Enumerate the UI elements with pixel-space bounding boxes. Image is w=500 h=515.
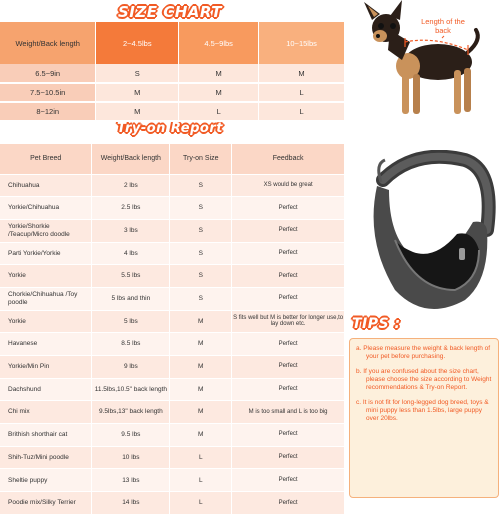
size-chart-cell: M: [179, 64, 259, 83]
size-chart-cell: L: [259, 83, 345, 102]
tips-box: [349, 338, 499, 498]
tryon-cell: Parti Yorkie/Yorkie: [0, 242, 92, 265]
tryon-header-cell: Pet Breed: [0, 144, 92, 174]
tryon-cell: L: [170, 469, 232, 492]
tryon-report-table: [0, 144, 345, 515]
tryon-cell: S: [170, 219, 232, 242]
tryon-cell: Brithish shorthair cat: [0, 424, 92, 447]
sling-bag-illustration: [355, 150, 500, 325]
tryon-row: [0, 401, 345, 424]
tips-title: TIPS :: [352, 316, 401, 332]
size-chart-cell: 6.5~9in: [0, 64, 96, 83]
tryon-header-row: [0, 144, 345, 174]
tryon-row: [0, 310, 345, 333]
tryon-row: [0, 174, 345, 197]
tryon-header-cell: Weight/Back length: [92, 144, 170, 174]
size-chart-cell: S: [96, 64, 179, 83]
size-chart-title: SIZE CHART: [117, 3, 222, 21]
tryon-cell: 3 lbs: [92, 219, 170, 242]
tryon-cell: 2.5 lbs: [92, 197, 170, 220]
tryon-cell: Perfect: [232, 356, 345, 379]
tryon-row: [0, 242, 345, 265]
tryon-cell: Yorkie/Chihuahua: [0, 197, 92, 220]
size-chart-table: [0, 22, 345, 122]
tryon-row: [0, 492, 345, 515]
tryon-cell: Perfect: [232, 333, 345, 356]
tryon-cell: 14 lbs: [92, 492, 170, 515]
tryon-cell: 5 lbs and thin: [92, 287, 170, 310]
tryon-row: [0, 219, 345, 242]
tryon-cell: Perfect: [232, 219, 345, 242]
tip-item: b. If you are confused about the size chart, please choose the size according to Weight recommendations & Try-on Report.: [356, 367, 492, 392]
tryon-cell: M: [170, 333, 232, 356]
tryon-header-cell: Feedback: [232, 144, 345, 174]
tryon-cell: S: [170, 242, 232, 265]
tryon-row: [0, 446, 345, 469]
tryon-cell: Perfect: [232, 242, 345, 265]
tryon-cell: M: [170, 401, 232, 424]
tryon-cell: S: [170, 287, 232, 310]
back-length-label: Length of the back: [421, 17, 465, 36]
tryon-cell: 13 lbs: [92, 469, 170, 492]
tryon-cell: Dachshund: [0, 378, 92, 401]
size-chart-cell: 7.5~10.5in: [0, 83, 96, 102]
tip-item: a. Please measure the weight & back length of your pet before purchasing.: [356, 345, 491, 361]
size-chart-cell: M: [96, 83, 179, 102]
size-chart-header-cell: 2~4.5lbs: [96, 22, 179, 64]
size-chart-row: [0, 64, 345, 83]
tryon-cell: Shih-Tuz/Mini poodle: [0, 446, 92, 469]
tryon-cell: 9.5 lbs: [92, 424, 170, 447]
tryon-cell: 2 lbs: [92, 174, 170, 197]
tryon-cell: Perfect: [232, 197, 345, 220]
size-chart-header-row: [0, 22, 345, 64]
tryon-cell: Perfect: [232, 424, 345, 447]
tryon-cell: 11.5lbs,10.5" back length: [92, 378, 170, 401]
tryon-report-title: Try-on Report: [117, 121, 223, 136]
size-chart-cell: M: [96, 102, 179, 121]
size-chart-cell: 8~12in: [0, 102, 96, 121]
tryon-cell: M: [170, 310, 232, 333]
tryon-cell: Poodie mix/Silky Terrier: [0, 492, 92, 515]
size-chart-cell: M: [179, 83, 259, 102]
tryon-row: [0, 265, 345, 288]
tryon-cell: 9.5lbs,13" back length: [92, 401, 170, 424]
tryon-cell: Sheltie puppy: [0, 469, 92, 492]
tryon-cell: Chi mix: [0, 401, 92, 424]
tryon-row: [0, 287, 345, 310]
tryon-cell: 10 lbs: [92, 446, 170, 469]
tryon-cell: 5.5 lbs: [92, 265, 170, 288]
tryon-cell: Perfect: [232, 378, 345, 401]
sling-bag-photo: [355, 150, 500, 325]
tryon-cell: S: [170, 265, 232, 288]
tryon-cell: S: [170, 197, 232, 220]
tryon-cell: Chorkie/Chihuahua /Toy poodle: [0, 287, 92, 310]
tryon-cell: Chihuahua: [0, 174, 92, 197]
tryon-header-cell: Try-on Size: [170, 144, 232, 174]
size-chart-header-cell: 4.5~9lbs: [179, 22, 259, 64]
tryon-cell: S: [170, 174, 232, 197]
tryon-cell: Yorkie/Shorkie /Teacup/Micro doodle: [0, 219, 92, 242]
tryon-cell: Perfect: [232, 492, 345, 515]
tryon-cell: M: [170, 356, 232, 379]
tryon-row: [0, 469, 345, 492]
size-chart-header-cell: 10~15lbs: [259, 22, 345, 64]
tryon-cell: Perfect: [232, 446, 345, 469]
tryon-row: [0, 333, 345, 356]
tryon-cell: Perfect: [232, 287, 345, 310]
size-chart-cell: M: [259, 64, 345, 83]
tryon-cell: M: [170, 424, 232, 447]
tryon-cell: Yorkie: [0, 310, 92, 333]
size-chart-header-cell: Weight/Back length: [0, 22, 96, 64]
tryon-cell: Perfect: [232, 469, 345, 492]
tryon-cell: M: [170, 378, 232, 401]
tryon-cell: 4 lbs: [92, 242, 170, 265]
tip-item: c. It is not fit for long-legged dog breed, toys & mini puppy less than 1.5lbs, large puppy over 20lbs.: [356, 398, 489, 423]
tryon-cell: L: [170, 446, 232, 469]
tryon-cell: M is too small and L is too big: [232, 401, 345, 424]
size-chart-cell: L: [259, 102, 345, 121]
tryon-row: [0, 356, 345, 379]
size-chart-row: [0, 102, 345, 121]
tryon-cell: L: [170, 492, 232, 515]
tryon-cell: Yorkie: [0, 265, 92, 288]
size-chart-cell: L: [179, 102, 259, 121]
tryon-row: [0, 424, 345, 447]
tryon-cell: XS would be great: [232, 174, 345, 197]
tryon-row: [0, 197, 345, 220]
tryon-cell: 8.5 lbs: [92, 333, 170, 356]
tryon-cell: 5 lbs: [92, 310, 170, 333]
tryon-cell: Yorkie/Min Pin: [0, 356, 92, 379]
tryon-cell: 9 lbs: [92, 356, 170, 379]
tryon-row: [0, 378, 345, 401]
size-chart-row: [0, 83, 345, 102]
tryon-cell: Perfect: [232, 265, 345, 288]
tryon-cell: Havanese: [0, 333, 92, 356]
tryon-cell: S fits well but M is better for longer use,to lay down etc.: [232, 310, 345, 333]
